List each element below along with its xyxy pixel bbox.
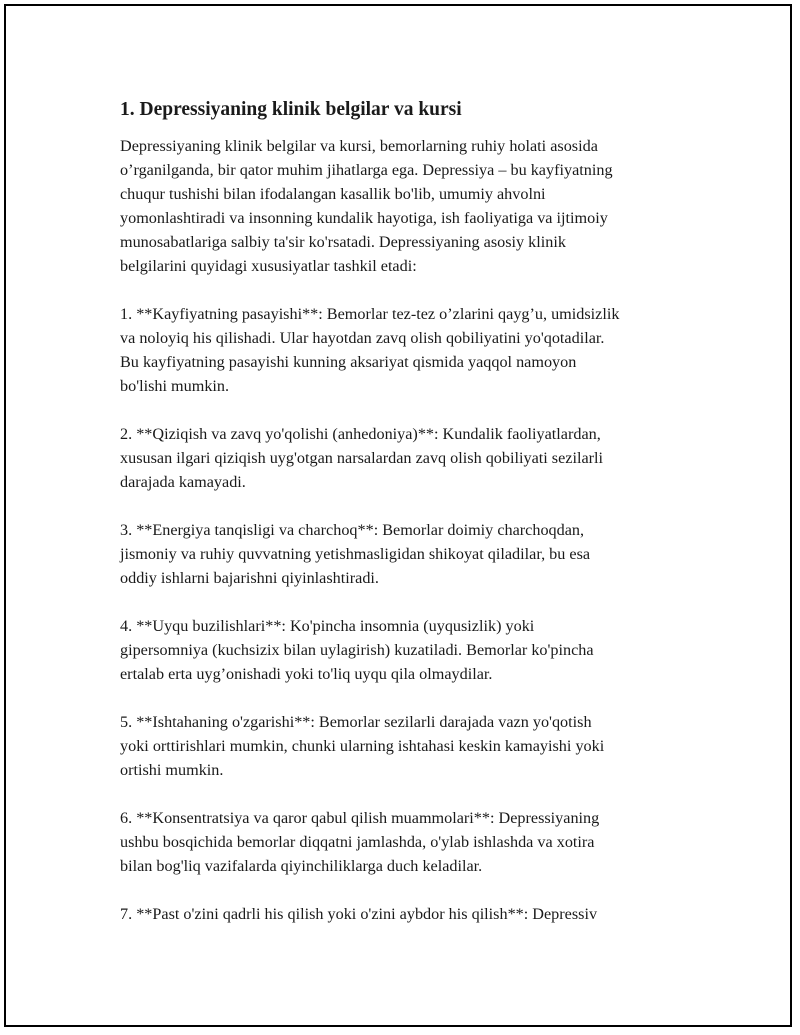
text-line: oddiy ishlarni bajarishni qiyinlashtiradi. [120, 569, 379, 587]
text-line: ortishi mumkin. [120, 761, 224, 779]
text-line: ertalab erta uyg’onishadi yoki to'liq uyqu qila olmaydilar. [120, 665, 493, 683]
text-line: bilan bog'liq vazifalarda qiyinchiliklarga duch keladilar. [120, 857, 483, 875]
text-line: yomonlashtiradi va insonning kundalik hayotiga, ish faoliyatiga va ijtimoiy [120, 209, 608, 227]
list-item-1 [120, 302, 710, 398]
section-heading: 1. Depressiyaning klinik belgilar va kursi [120, 99, 462, 120]
list-item-3 [120, 518, 710, 590]
intro-paragraph [120, 134, 710, 278]
text-line: o’rganilganda, bir qator muhim jihatlarga ega. Depressiya – bu kayfiyatning [120, 161, 613, 179]
document-page [4, 4, 792, 1027]
text-line: 3. **Energiya tanqisligi va charchoq**: Bemorlar doimiy charchoqdan, [120, 521, 585, 539]
list-item-6 [120, 806, 710, 878]
text-line: 5. **Ishtahaning o'zgarishi**: Bemorlar sezilarli darajada vazn yo'qotish [120, 713, 592, 731]
text-line: xususan ilgari qiziqish uyg'otgan narsalardan zavq olish qobiliyati sezilarli [120, 449, 604, 467]
list-item-2 [120, 422, 710, 494]
text-line: gipersomniya (kuchsizix bilan uylagirish) kuzatiladi. Bemorlar ko'pincha [120, 641, 594, 659]
text-line: 6. **Konsentratsiya va qaror qabul qilish muammolari**: Depressiyaning [120, 809, 600, 827]
text-line: darajada kamayadi. [120, 473, 246, 491]
text-line: belgilarini quyidagi xususiyatlar tashkil etadi: [120, 257, 417, 275]
text-line: 4. **Uyqu buzilishlari**: Ko'pincha insomnia (uyqusizlik) yoki [120, 617, 535, 635]
document-content [120, 98, 710, 950]
text-line: ushbu bosqichida bemorlar diqqatni jamlashda, o'ylab ishlashda va xotira [120, 833, 595, 851]
text-line: va noloyiq his qilishadi. Ular hayotdan zavq olish qobiliyatini yo'qotadilar. [120, 329, 605, 347]
list-item-7 [120, 902, 710, 926]
text-line: jismoniy va ruhiy quvvatning yetishmasligidan shikoyat qiladilar, bu esa [120, 545, 591, 563]
text-line: bo'lishi mumkin. [120, 377, 230, 395]
text-line: munosabatlariga salbiy ta'sir ko'rsatadi. Depressiyaning asosiy klinik [120, 233, 566, 251]
text-line: 1. **Kayfiyatning pasayishi**: Bemorlar tez-tez o’zlarini qayg’u, umidsizlik [120, 305, 620, 323]
text-line: chuqur tushishi bilan ifodalangan kasallik bo'lib, umumiy ahvolni [120, 185, 546, 203]
list-item-5 [120, 710, 710, 782]
text-line: 2. **Qiziqish va zavq yo'qolishi (anhedoniya)**: Kundalik faoliyatlardan, [120, 425, 601, 443]
text-line: Depressiyaning klinik belgilar va kursi, bemorlarning ruhiy holati asosida [120, 137, 598, 155]
text-line: yoki orttirishlari mumkin, chunki ularning ishtahasi keskin kamayishi yoki [120, 737, 605, 755]
list-item-4 [120, 614, 710, 686]
text-line: 7. **Past o'zini qadrli his qilish yoki o'zini aybdor his qilish**: Depressiv [120, 905, 598, 923]
text-line: Bu kayfiyatning pasayishi kunning aksariyat qismida yaqqol namoyon [120, 353, 577, 371]
